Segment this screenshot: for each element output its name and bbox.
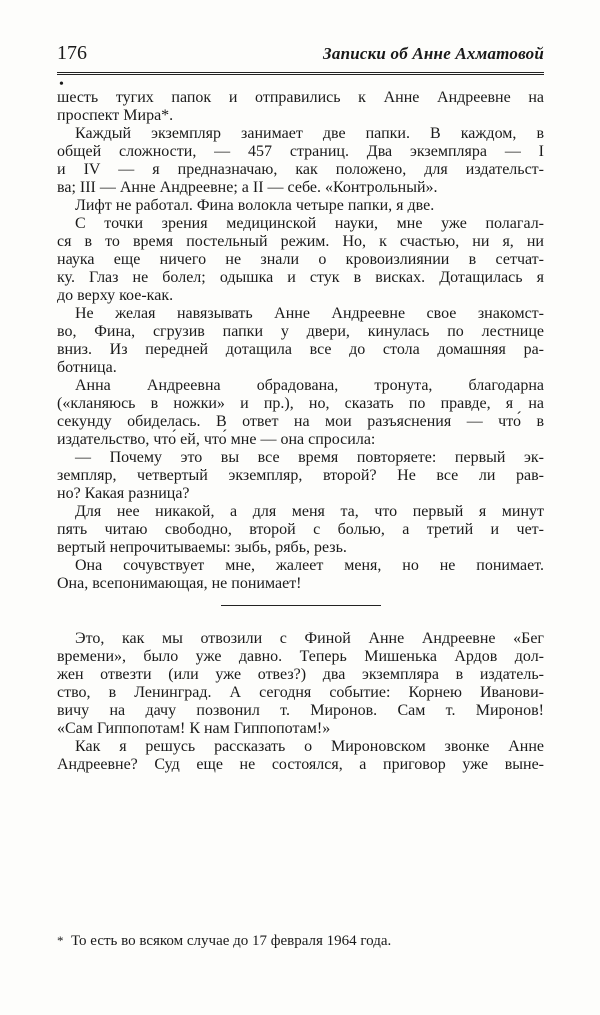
text-line: Для нее никакой, а для меня та, что первый я минут (75, 503, 544, 520)
text-line: Как я решусь рассказать о Мироновском звонке Анне (75, 738, 544, 755)
text-line: но? Какая разница? (57, 485, 190, 502)
text-section-2 (57, 630, 544, 774)
running-title: Записки об Анне Ахматовой (323, 44, 544, 63)
book-page (57, 42, 544, 774)
text-line: пять читаю свободно, второй с болью, а третий и чет- (57, 521, 544, 538)
text-line: Каждый экземпляр занимает две папки. В каждом, в (75, 125, 544, 142)
text-line: — Почему это вы все время повторяете: первый эк- (75, 449, 544, 466)
text-line: Лифт не работал. Фина волокла четыре папки, я две. (75, 197, 435, 214)
text-line: наука еще ничего не знали о кровоизлиянии в сетчат- (57, 251, 544, 268)
text-line: ва; III — Анне Андреевне; а II — себе. «Контрольный». (57, 179, 438, 196)
footnote-mark: * (57, 933, 64, 948)
text-line: Это, как мы отвозили с Финой Анне Андреевне «Бег (75, 630, 544, 647)
text-section-1 (57, 89, 544, 593)
text-line: Не желая навязывать Анне Андреевне свое знакомст- (75, 305, 544, 322)
footnote-text: То есть во всяком случае до 17 февраля 1964 года. (71, 933, 392, 949)
page-header (57, 42, 544, 75)
text-line: вертый непрочитываемы: зыбь, рябь, резь. (57, 539, 347, 556)
text-line: Андреевне? Суд еще не состоялся, а приговор уже выне- (57, 756, 544, 773)
text-line: Она сочувствует мне, жалеет меня, но не понимает. (75, 557, 544, 574)
text-line: шесть тугих папок и отправились к Анне Андреевне на (57, 89, 544, 106)
text-line: («кланяюсь в ножки» и пр.), но, сказать по правде, я на (57, 395, 544, 412)
text-line: и IV — я предназначаю, как положено, для издательст- (57, 161, 544, 178)
section-separator (221, 605, 381, 606)
text-line: во, Фина, сгрузив папки у двери, кинулась по лестнице (57, 323, 544, 340)
section-marker: • (59, 77, 64, 92)
page-number: 176 (57, 42, 87, 64)
text-line: вниз. Из передней дотащила все до стола домашняя ра- (57, 341, 544, 358)
text-line: «Сам Гиппопотам! К нам Гиппопотам!» (57, 720, 331, 737)
text-line: ку. Глаз не болел; одышка и стук в висках. Дотащилась я (57, 269, 544, 286)
text-line: С точки зрения медицинской науки, мне уже полагал- (75, 215, 544, 232)
footnote (57, 931, 544, 951)
text-line: времени», было уже давно. Теперь Мишенька Ардов дол- (57, 648, 544, 665)
text-line: ботница. (57, 359, 117, 376)
text-line: секунду обиделась. В ответ на мои разъяснения — что́ в (57, 413, 544, 430)
text-line: издательство, что́ ей, что́ мне — она спросила: (57, 431, 376, 448)
text-line: Анна Андреевна обрадована, тронута, благодарна (75, 377, 544, 394)
text-line: вичу на дачу позвонил т. Миронов. Сам т. Миронов! (57, 702, 544, 719)
text-line: земпляр, четвертый экземпляр, второй? Не все ли рав- (57, 467, 544, 484)
text-line: общей сложности, — 457 страниц. Два экземпляра — I (57, 143, 544, 160)
text-line: проспект Мира*. (57, 107, 174, 124)
text-line: Она, всепонимающая, не понимает! (57, 575, 302, 592)
text-line: ство, в Ленинград. А сегодня событие: Корнею Иванови- (57, 684, 544, 701)
text-line: ся в то время постельный режим. Но, к счастью, ни я, ни (57, 233, 544, 250)
text-line: до верху кое-как. (57, 287, 174, 304)
text-line: жен отвезти (или уже отвез?) два экземпляра в издатель- (57, 666, 544, 683)
